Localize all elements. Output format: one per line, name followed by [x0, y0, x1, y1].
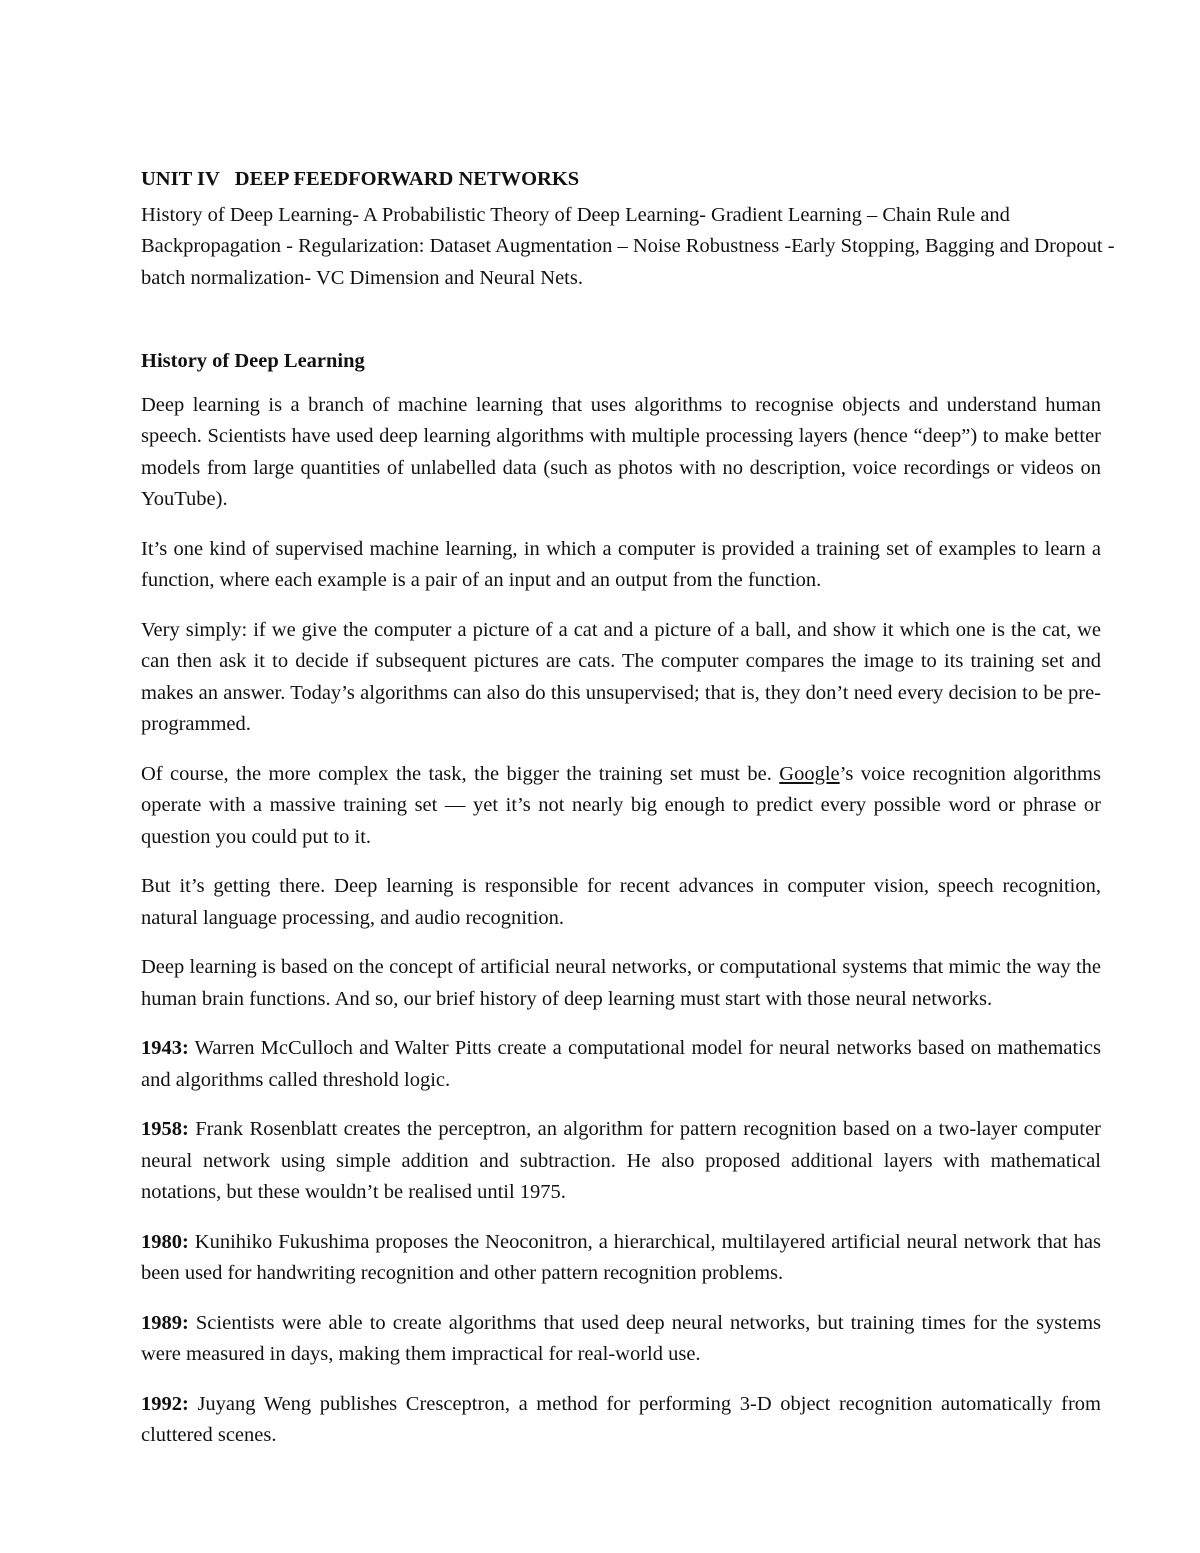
paragraph-intro: Deep learning is a branch of machine learning that uses algorithms to recognise objects and understand human speech. Scientists have used deep learning algorithms with multiple processing layers (hence “deep”) to make better models from large quantities of unlabelled data (such as photos with no description, voice recordings or videos on YouTube). — [141, 393, 1101, 510]
timeline-text: Juyang Weng publishes Cresceptron, a method for performing 3-D object recognition automatically from cluttered scenes. — [141, 1392, 1101, 1446]
paragraph-training-set — [141, 759, 1101, 854]
timeline-entry — [141, 1114, 1101, 1209]
unit-topics: History of Deep Learning- A Probabilistic Theory of Deep Learning- Gradient Learning – Chain Rule and Backpropagation - Regularization: Dataset Augmentation – Noise Robustness -Early Stopping, Bagging and Dropout - batch normalization- VC Dimension and Neural Nets. — [141, 203, 1115, 289]
timeline-entry — [141, 1227, 1101, 1290]
google-link[interactable]: Google — [779, 762, 840, 785]
timeline-text: Warren McCulloch and Walter Pitts create a computational model for neural networks based on mathematics and algorithms called threshold logic. — [141, 1037, 1101, 1091]
timeline-year: 1992: — [141, 1392, 189, 1415]
section-heading: History of Deep Learning — [141, 350, 365, 372]
timeline-year: 1980: — [141, 1230, 189, 1253]
timeline-year: 1958: — [141, 1118, 189, 1140]
unit-title: UNIT IV DEEP FEEDFORWARD NETWORKS — [141, 168, 580, 190]
timeline-year: 1943: — [141, 1037, 189, 1059]
timeline-year: 1989: — [141, 1311, 189, 1334]
timeline-entry — [141, 1389, 1101, 1452]
timeline-text: Frank Rosenblatt creates the perceptron, an algorithm for pattern recognition based on a two-layer computer neural network using simple addition and subtraction. He also proposed additional layers with mathematical notations, but these wouldn’t be realised until 1975. — [141, 1118, 1101, 1203]
timeline-entry — [141, 1033, 1101, 1096]
paragraph-cat-example: Very simply: if we give the computer a picture of a cat and a picture of a ball, and show it which one is the cat, we can then ask it to decide if subsequent pictures are cats. The computer compares the image to its training set and makes an answer. Today’s algorithms can also do this unsupervised; that is, they don’t need every decision to be pre-programmed. — [141, 618, 1101, 735]
document-page — [141, 164, 1115, 1470]
timeline-text: Kunihiko Fukushima proposes the Neoconitron, a hierarchical, multilayered artificial neural network that has been used for handwriting recognition and other pattern recognition problems. — [141, 1230, 1101, 1284]
paragraph-neural-networks: Deep learning is based on the concept of artificial neural networks, or computational systems that mimic the way the human brain functions. And so, our brief history of deep learning must start with those neural networks. — [141, 956, 1101, 1010]
paragraph-supervised: It’s one kind of supervised machine learning, in which a computer is provided a training set of examples to learn a function, where each example is a pair of an input and an output from the function. — [141, 537, 1101, 591]
paragraph-advances: But it’s getting there. Deep learning is responsible for recent advances in computer vision, speech recognition, natural language processing, and audio recognition. — [141, 875, 1101, 929]
paragraph-text: Of course, the more complex the task, the bigger the training set must be. — [141, 762, 780, 785]
timeline-entry — [141, 1308, 1101, 1371]
timeline-text: Scientists were able to create algorithms that used deep neural networks, but training times for the systems were measured in days, making them impractical for real-world use. — [141, 1311, 1101, 1365]
paragraph-text: ’s voice recognition algorithms operate with a massive training set — yet it’s not nearly big enough to predict every possible word or phrase or question you could put to it. — [141, 762, 1101, 848]
